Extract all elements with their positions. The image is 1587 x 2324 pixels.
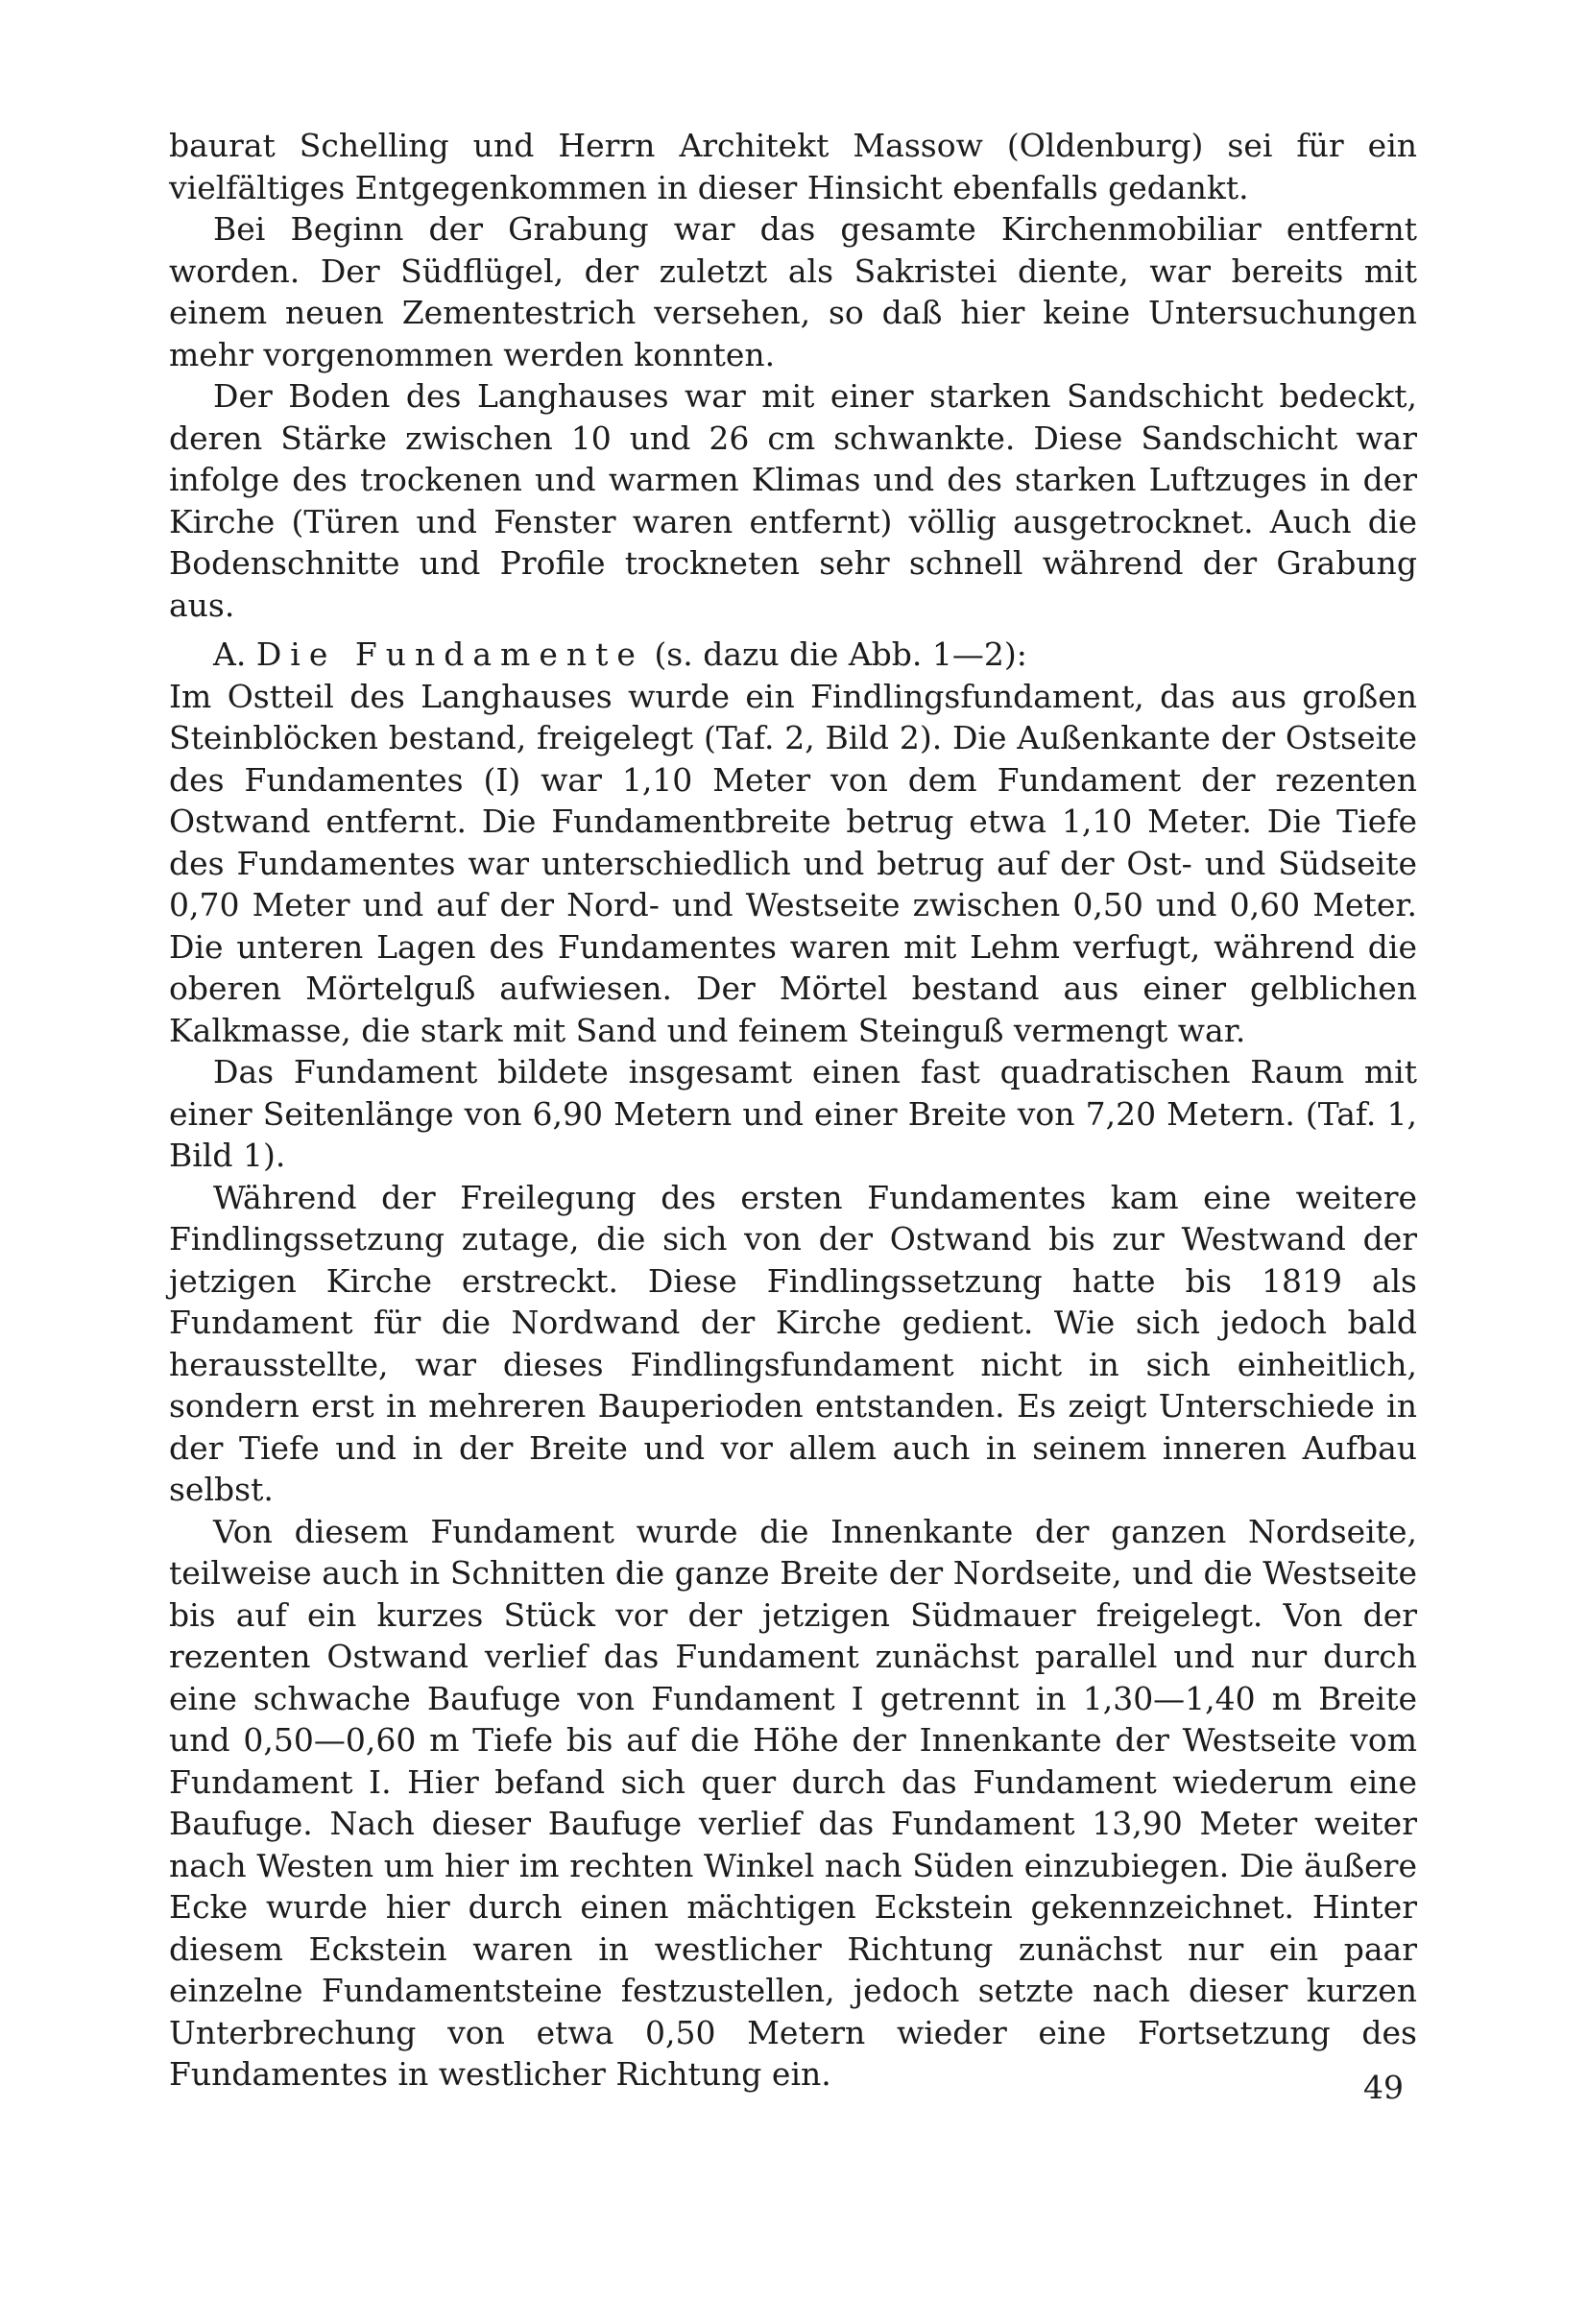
paragraph-foundation-square: Das Fundament bildete insgesamt einen fast quadratischen Raum mit einer Seitenlänge von 6,90 Metern und einer Breite von 7,20 Metern. (Taf. 1, Bild 1).	[169, 1053, 1417, 1174]
page-number: 49	[1363, 2069, 1404, 2106]
section-heading	[169, 634, 1417, 676]
section-heading-title: Die Fundamente	[255, 635, 644, 673]
paragraph-foundation-east: Im Ostteil des Langhauses wurde ein Findlingsfundament, das aus großen Steinblöcken bestand, freigelegt (Taf. 2, Bild 2). Die Außenkante der Ostseite des Fundamentes (I) war 1,10 Meter von dem Fundament der rezenten Ostwand entfernt. Die Fundamentbreite betrug etwa 1,10 Meter. Die Tiefe des Fundamentes war unterschiedlich und betrug auf der Ost- und Südseite 0,70 Meter und auf der Nord- und Westseite zwischen 0,50 und 0,60 Meter. Die unteren Lagen des Fundamentes waren mit Lehm verfugt, während die oberen Mörtelguß aufwiesen. Der Mörtel bestand aus einer gelblichen Kalkmasse, die stark mit Sand und feinem Steinguß vermengt war.	[169, 677, 1417, 1049]
paragraph-continuation: baurat Schelling und Herrn Architekt Massow (Oldenburg) sei für ein vielfältiges Entgegenkommen in dieser Hinsicht ebenfalls gedankt.	[169, 127, 1417, 206]
page-body	[169, 125, 1417, 2096]
paragraph-excavation-start: Bei Beginn der Grabung war das gesamte Kirchenmobiliar entfernt worden. Der Südflügel, der zuletzt als Sakristei diente, war bereits mit einem neuen Zementestrich versehen, so daß hier keine Untersuchungen mehr vorgenommen werden konnten.	[169, 210, 1417, 373]
paragraph-north-side: Von diesem Fundament wurde die Innenkante der ganzen Nordseite, teilweise auch in Schnitten die ganze Breite der Nordseite, und die Westseite bis auf ein kurzes Stück vor der jetzigen Südmauer freigelegt. Von der rezenten Ostwand verlief das Fundament zunächst parallel und nur durch eine schwache Baufuge von Fundament I getrennt in 1,30—1,40 m Breite und 0,50—0,60 m Tiefe bis auf die Höhe der Innenkante der Westseite vom Fundament I. Hier befand sich quer durch das Fundament wiederum eine Baufuge. Nach dieser Baufuge verlief das Fundament 13,90 Meter weiter nach Westen um hier im rechten Winkel nach Süden einzubiegen. Die äußere Ecke wurde hier durch einen mächtigen Eckstein gekennzeichnet. Hinter diesem Eckstein waren in westlicher Richtung zunächst nur ein paar einzelne Fundamentsteine festzustellen, jedoch setzte nach dieser kurzen Unterbrechung von etwa 0,50 Metern wieder eine Fortsetzung des Fundamentes in westlicher Richtung ein.	[169, 1512, 1417, 2093]
section-heading-label: A.	[213, 635, 247, 673]
section-heading-note: (s. dazu die Abb. 1—2):	[654, 635, 1027, 673]
paragraph-findling-setting: Während der Freilegung des ersten Fundamentes kam eine weitere Findlingssetzung zutage, die sich von der Ostwand bis zur Westwand der jetzigen Kirche erstreckt. Diese Findlingssetzung hatte bis 1819 als Fundament für die Nordwand der Kirche gedient. Wie sich jedoch bald herausstellte, war dieses Findlingsfundament nicht in sich einheitlich, sondern erst in mehreren Bauperioden entstanden. Es zeigt Unterschiede in der Tiefe und in der Breite und vor allem auch in seinem inneren Aufbau selbst.	[169, 1178, 1417, 1508]
paragraph-floor-sand: Der Boden des Langhauses war mit einer starken Sandschicht bedeckt, deren Stärke zwischen 10 und 26 cm schwankte. Diese Sandschicht war infolge des trockenen und warmen Klimas und des starken Luftzuges in der Kirche (Türen und Fenster waren entfernt) völlig ausgetrocknet. Auch die Bodenschnitte und Profile trockneten sehr schnell während der Grabung aus.	[169, 377, 1417, 624]
